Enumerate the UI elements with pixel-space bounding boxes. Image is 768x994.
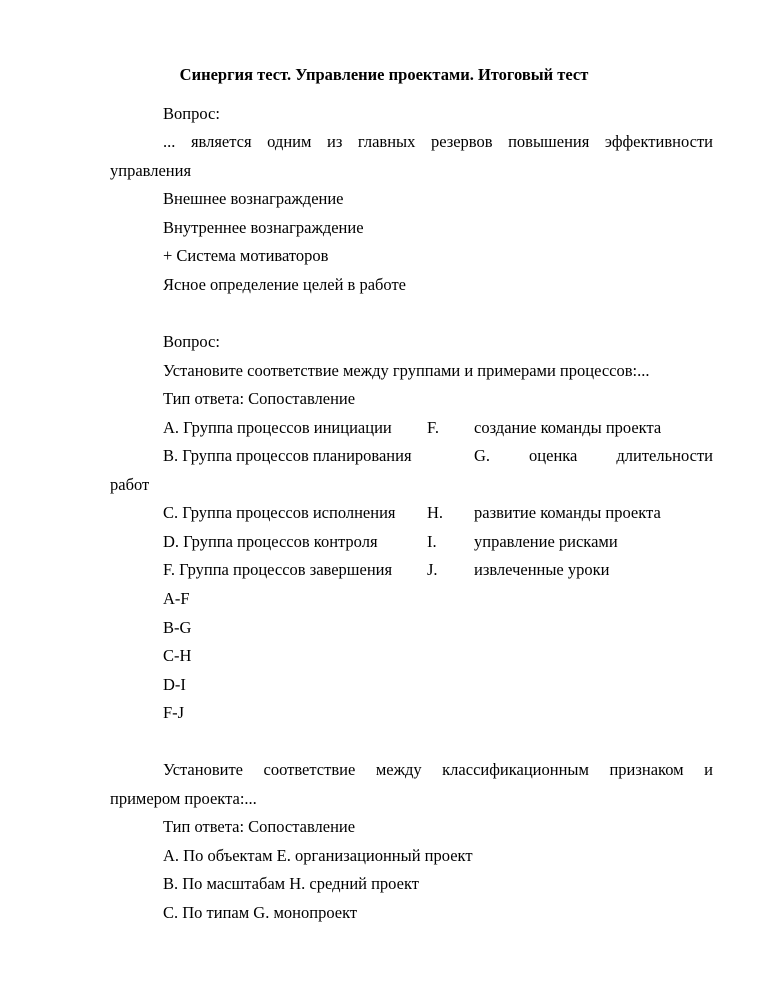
q2-text: Установите соответствие между группами и примерами процессов:...: [163, 361, 650, 380]
q2-row-group: A. Группа процессов инициации: [163, 418, 392, 437]
q2-answer-5: F-J: [163, 703, 185, 722]
q2-row-example: извлеченные уроки: [474, 560, 610, 579]
q2-row-example: создание команды проекта: [474, 418, 662, 437]
q2-row-letter: J.: [427, 560, 438, 579]
q1-label: Вопрос:: [163, 104, 220, 123]
q2-wrap-word: работ: [110, 475, 150, 494]
q3-text-line2: примером проекта:...: [110, 789, 257, 808]
q2-row-letter: H.: [427, 503, 444, 522]
q2-row-example: управление рисками: [474, 532, 618, 551]
q3-item-1: A. По объектам E. организационный проект: [163, 846, 473, 865]
q2-row-group: B. Группа процессов планирования: [163, 446, 412, 465]
q1-option-2: Внутреннее вознаграждение: [163, 218, 364, 237]
q3-item-2: B. По масштабам H. средний проект: [163, 874, 419, 893]
q1-option-1: Внешнее вознаграждение: [163, 189, 344, 208]
q2-answer-4: D-I: [163, 675, 186, 694]
q1-text-line2: управления: [110, 161, 192, 180]
q1-text-line1: ... является одним из главных резервов повышения эффективности: [163, 132, 713, 151]
q1-option-4: Ясное определение целей в работе: [163, 275, 406, 294]
q2-row-letter: I.: [427, 532, 437, 551]
q2-label: Вопрос:: [163, 332, 220, 351]
q2-answer-1: A-F: [163, 589, 190, 608]
q2-row-group: F. Группа процессов завершения: [163, 560, 393, 579]
q3-text-line1: Установите соответствие между классификационным признаком и: [163, 760, 713, 779]
q2-answer-3: C-H: [163, 646, 192, 665]
q2-row-example: G. оценка длительности: [474, 446, 713, 465]
q2-row-group: D. Группа процессов контроля: [163, 532, 378, 551]
q3-item-3: C. По типам G. монопроект: [163, 903, 358, 922]
q2-row-letter: F.: [427, 418, 439, 437]
q3-answer-type: Тип ответа: Сопоставление: [163, 817, 356, 836]
q2-answer-type: Тип ответа: Сопоставление: [163, 389, 356, 408]
q2-row-example: развитие команды проекта: [474, 503, 661, 522]
q2-row-group: C. Группа процессов исполнения: [163, 503, 396, 522]
document-title: Синергия тест. Управление проектами. Итоговый тест: [179, 65, 589, 84]
q2-answer-2: B-G: [163, 618, 192, 637]
q1-option-3: + Система мотиваторов: [163, 246, 329, 265]
